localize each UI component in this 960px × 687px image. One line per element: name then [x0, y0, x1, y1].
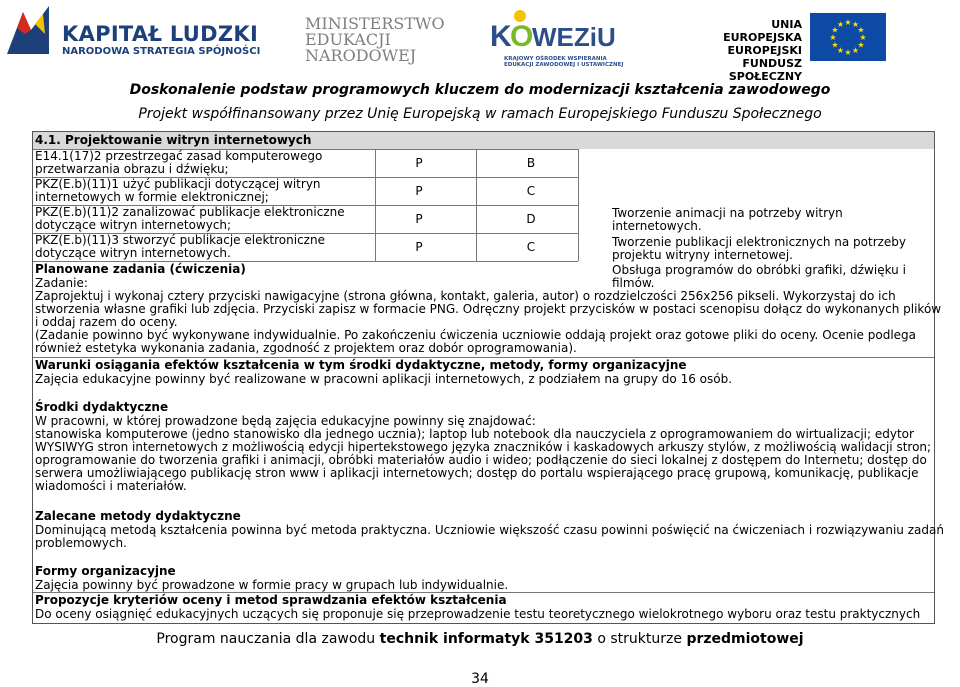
- section-title: 4.1. Projektowanie witryn internetowych: [33, 132, 934, 149]
- kapital-ludzki-title: KAPITAŁ LUDZKI: [62, 22, 259, 46]
- effect-text: PKZ(E.b)(11)1 użyć publikacji dotyczącej witryn: [35, 177, 321, 191]
- means-title: Środki dydaktyczne: [35, 400, 169, 414]
- task-label: Zadanie:: [35, 276, 88, 290]
- content-bullet: [612, 236, 906, 262]
- eu-star-icon: ★: [836, 20, 845, 29]
- bullet-text: Obsługa programów do obróbki grafiki, dźwięku i: [612, 263, 906, 277]
- means-line: WYSIWYG stron internetowych z możliwością edycji hipertekstowego języka znaczników i kaskadowych arkuszy stylów, z możliwością walidacji stron;: [35, 440, 932, 454]
- means-line: stanowiska komputerowe (jedno stanowisko dla jednego ucznia); laptop lub notebook dla nauczyciela z oprogramowaniem do wirtualizacji; edytor: [35, 427, 914, 441]
- column-divider: [578, 149, 579, 261]
- footer-structure: przedmiotowej: [686, 631, 804, 647]
- footer-text: [0, 631, 960, 647]
- ministry-logo: [305, 14, 445, 65]
- column-divider: [375, 149, 376, 261]
- ministry-line: EDUKACJI: [305, 30, 391, 49]
- kapital-ludzki-logo: [5, 4, 51, 56]
- eu-star-icon: ★: [844, 18, 852, 27]
- methods-line: Dominującą metodą kształcenia powinna być metoda praktyczna. Uczniowie większość czasu powinni poświęcić na ćwiczeniach i rozwiązywaniu zadań: [35, 523, 944, 537]
- kapital-ludzki-subtitle: NARODOWA STRATEGIA SPÓJNOŚCI: [62, 46, 261, 57]
- category-cell: C: [526, 240, 536, 254]
- methods-line: problemowych.: [35, 536, 127, 550]
- header-subtitle: Projekt współfinansowany przez Unię Europejską w ramach Europejskiego Funduszu Społecznego: [138, 106, 822, 122]
- eu-star-icon: ★: [857, 40, 865, 50]
- bullet-text: internetowych.: [612, 219, 702, 233]
- eu-star-icon: ★: [831, 25, 839, 35]
- koweziu-logo: [490, 8, 616, 54]
- effect-row: [35, 178, 321, 204]
- forms-title: Formy organizacyjne: [35, 564, 176, 578]
- methods-text: [35, 524, 944, 550]
- effect-text: internetowych w formie elektronicznej;: [35, 190, 269, 204]
- task-line: również estetyka wykonania zadania, zgodność z projektem oraz dobór oprogramowania).: [35, 341, 577, 355]
- criteria-text: Do oceny osiągnięć edukacyjnych uczących się proponuje się przeprowadzenie testu teoretycznego wielokrotnego wyboru oraz testu praktycznych: [35, 607, 921, 621]
- content-bullet: [612, 207, 843, 233]
- bullet-text: projektu witryny internetowej.: [612, 248, 793, 262]
- eu-line: EUROPEJSKI: [727, 44, 802, 57]
- bullet-text: Tworzenie publikacji elektronicznych na potrzeby: [612, 235, 907, 249]
- footer-prefix: Program nauczania dla zawodu: [156, 631, 380, 647]
- header-title: Doskonalenie podstaw programowych kluczem do modernizacji kształcenia zawodowego: [129, 82, 831, 98]
- ministry-line: NARODOWEJ: [305, 46, 417, 65]
- bullet-text: filmów.: [612, 276, 655, 290]
- effect-row: [35, 150, 322, 176]
- eu-star-icon: ★: [851, 46, 860, 55]
- eu-line: UNIA EUROPEJSKA: [723, 18, 802, 44]
- eu-star-icon: ★: [836, 46, 845, 55]
- koweziu-sub-line: KRAJOWY OŚRODEK WSPIERANIA: [504, 56, 607, 62]
- task-line: Zaprojektuj i wykonaj cztery przyciski nawigacyjne (strona główna, kontakt, galeria, autor) o rozdzielczości 256x256 pikseli. Wykorzystaj do ich: [35, 289, 896, 303]
- footer-profession: technik informatyk 351203: [379, 631, 593, 647]
- svg-text:WEZiU: WEZiU: [532, 22, 616, 52]
- footer-middle: o strukturze: [592, 631, 687, 647]
- effect-row: [35, 206, 345, 232]
- koweziu-sub-line: EDUKACJI ZAWODOWEJ I USTAWICZNEJ: [504, 62, 624, 68]
- column-divider: [476, 149, 477, 261]
- means-line: serwera umożliwiającego publikację stron www i aplikacji internetowych; dostęp do portalu wspierającego pracę grupową, komunikację, publikacje: [35, 466, 919, 480]
- eu-flag-icon: [810, 13, 886, 61]
- content-bullet: [612, 264, 906, 290]
- eu-star-icon: ★: [859, 33, 867, 42]
- ministry-line: MINISTERSTWO: [305, 14, 445, 33]
- koweziu-subtitle: [504, 56, 623, 68]
- eu-star-icon: ★: [857, 25, 865, 35]
- methods-title: Zalecane metody dydaktyczne: [35, 509, 241, 523]
- planned-tasks-title: Planowane zadania (ćwiczenia): [35, 262, 246, 276]
- effect-row: [35, 234, 325, 260]
- category-cell: C: [526, 184, 536, 198]
- level-cell: P: [415, 212, 423, 226]
- conditions-title: Warunki osiągania efektów kształcenia w tym środki dydaktyczne, metody, formy organizacyjne: [35, 358, 687, 372]
- svg-text:K: K: [490, 20, 512, 53]
- means-text: [35, 415, 931, 493]
- means-line: wiadomości i materiałów.: [35, 479, 187, 493]
- eu-star-icon: ★: [831, 40, 839, 50]
- eu-line: FUNDUSZ SPOŁECZNY: [728, 57, 802, 83]
- eu-text: [700, 18, 802, 83]
- page-number: 34: [471, 671, 489, 687]
- criteria-title: Propozycje kryteriów oceny i metod sprawdzania efektów kształcenia: [35, 593, 507, 607]
- level-cell: P: [415, 156, 423, 170]
- category-cell: D: [526, 212, 536, 226]
- effect-text: dotyczące witryn internetowych.: [35, 246, 231, 260]
- category-cell: B: [526, 156, 536, 170]
- means-line: oprogramowanie do tworzenia grafiki i animacji, obróbki materiałów audio i wideo; podłączenie do sieci lokalnej z dostępem do Internetu; dostęp do: [35, 453, 927, 467]
- level-cell: P: [415, 240, 423, 254]
- conditions-text: Zajęcia edukacyjne powinny być realizowane w pracowni aplikacji internetowych, z podziałem na grupy do 16 osób.: [35, 372, 733, 386]
- effect-text: dotyczące witryn internetowych;: [35, 218, 232, 232]
- task-line: stworzenia własne grafiki lub zdjęcia. Przyciski zapisz w formacie PNG. Odręczny projekt przycisków w postaci scenopisu dołącz do wykonanych plików: [35, 302, 942, 316]
- eu-star-icon: ★: [844, 48, 852, 57]
- effect-text: przetwarzania obrazu i dźwięku;: [35, 162, 229, 176]
- task-description: [35, 290, 941, 355]
- means-line: W pracowni, w której prowadzone będą zajęcia edukacyjne powinny się znajdować:: [35, 414, 536, 428]
- bullet-text: Tworzenie animacji na potrzeby witryn: [612, 206, 843, 220]
- task-line: i oddaj razem do oceny.: [35, 315, 178, 329]
- level-cell: P: [415, 184, 423, 198]
- eu-star-icon: ★: [829, 33, 837, 42]
- effect-text: PKZ(E.b)(11)3 stworzyć publikacje elektroniczne: [35, 233, 325, 247]
- svg-text:O: O: [510, 20, 534, 53]
- forms-text: Zajęcia powinny być prowadzone w formie pracy w grupach lub indywidualnie.: [35, 578, 509, 592]
- effect-text: PKZ(E.b)(11)2 zanalizować publikacje elektroniczne: [35, 205, 345, 219]
- task-line: (Zadanie powinno być wykonywane indywidualnie. Po zakończeniu ćwiczenia uczniowie oddają projekt oraz gotowe pliki do oceny. Ocenie podlega: [35, 328, 917, 342]
- eu-star-icon: ★: [851, 20, 860, 29]
- effect-text: E14.1(17)2 przestrzegać zasad komputerowego: [35, 149, 323, 163]
